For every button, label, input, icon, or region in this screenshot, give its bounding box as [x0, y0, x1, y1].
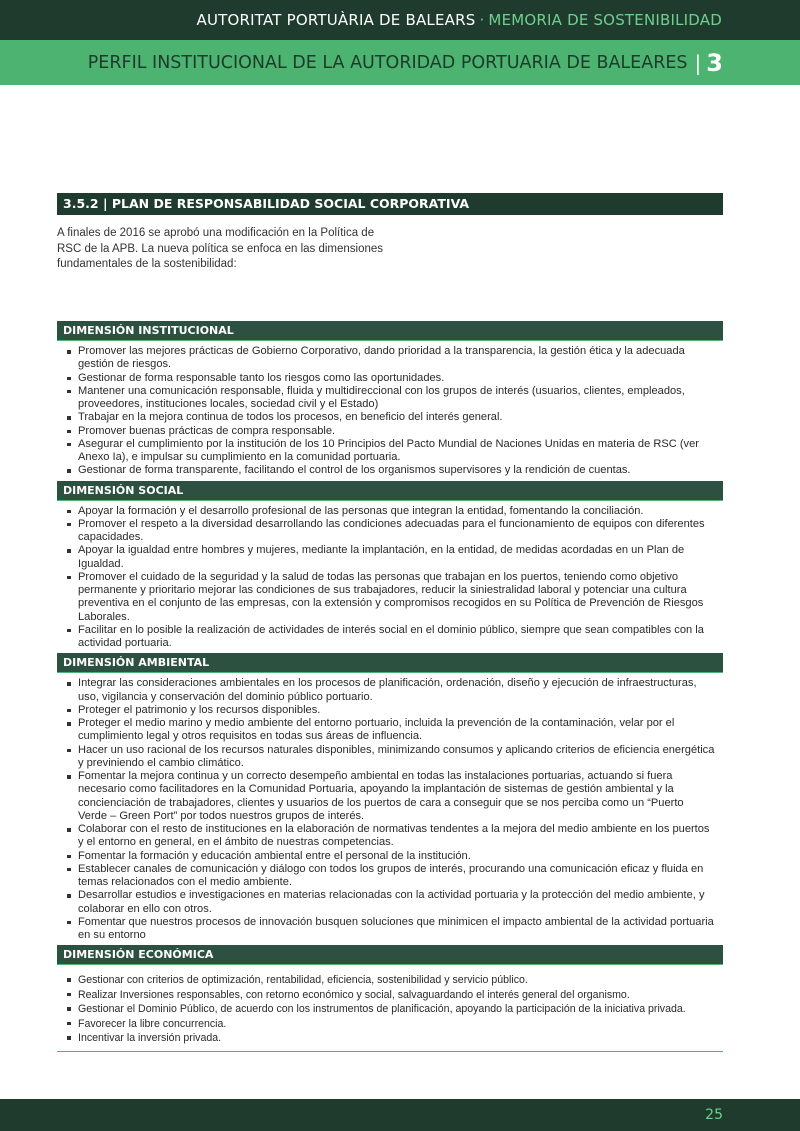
list-item: Fomentar la formación y educación ambiental entre el personal de la institución.: [65, 850, 715, 863]
table-bottom-rule: [57, 1051, 723, 1053]
page-footer: [0, 1099, 800, 1131]
list-item: Proteger el medio marino y medio ambiente del entorno portuario, incluida la prevención de la contaminación, velar por el cumplimiento legal y otros requisitos en todas sus áreas de influencia.: [65, 717, 715, 744]
list-item: Establecer canales de comunicación y diálogo con todos los grupos de interés, procurando una comunicación eficaz y fluida en temas relacionados con el medio ambiente.: [65, 863, 715, 890]
section-title: 3.5.2 | PLAN DE RESPONSABILIDAD SOCIAL CORPORATIVA: [57, 193, 723, 215]
dimensions-table: [57, 321, 723, 1052]
report-name: MEMORIA DE SOSTENIBILIDAD: [488, 11, 722, 29]
list-item: Favorecer la libre concurrencia.: [65, 1017, 715, 1032]
chapter-number: 3: [706, 48, 723, 77]
dimension-heading: DIMENSIÓN SOCIAL: [57, 481, 723, 501]
dimension-heading: DIMENSIÓN INSTITUCIONAL: [57, 321, 723, 341]
list-item: Desarrollar estudios e investigaciones en materias relacionadas con la actividad portuaria y la protección del medio ambiente, y colaborar en ello con otros.: [65, 889, 715, 916]
list-item: Gestionar el Dominio Público, de acuerdo con los instrumentos de planificación, apoyando la participación de la iniciativa privada.: [65, 1002, 715, 1017]
dimension-social: [57, 481, 723, 654]
list-item: Colaborar con el resto de instituciones en la elaboración de normativas tendentes a la mejora del medio ambiente en los puertos y el entorno en general, en el ámbito de nuestras competencias.: [65, 823, 715, 850]
chapter-bar: [0, 40, 800, 85]
section-intro: A finales de 2016 se aprobó una modificación en la Política de RSC de la APB. La nueva política se enfoca en las dimensiones fundamentales de la sostenibilidad:: [57, 227, 384, 270]
chapter-title: PERFIL INSTITUCIONAL DE LA AUTORIDAD PORTUARIA DE BALEARES: [87, 52, 688, 73]
dimension-institucional: [57, 321, 723, 481]
dimension-list: [57, 341, 723, 481]
list-item: Promover las mejores prácticas de Gobierno Corporativo, dando prioridad a la transparencia, la gestión ética y la adecuada gestión de riesgos.: [65, 345, 715, 372]
list-item: Trabajar en la mejora continua de todos los procesos, en beneficio del interés general.: [65, 411, 715, 424]
report-header-bar: [0, 0, 800, 40]
list-item: Incentivar la inversión privada.: [65, 1031, 715, 1046]
list-item: Gestionar de forma responsable tanto los riesgos como las oportunidades.: [65, 372, 715, 385]
dimension-list: [57, 965, 723, 1051]
list-item: Apoyar la igualdad entre hombres y mujeres, mediante la implantación, en la entidad, de medidas acordadas en un Plan de Igualdad.: [65, 544, 715, 571]
list-item: Facilitar en lo posible la realización de actividades de interés social en el dominio público, siempre que sean compatibles con la actividad portuaria.: [65, 624, 715, 651]
list-item: Integrar las consideraciones ambientales en los procesos de planificación, ordenación, diseño y ejecución de infraestructuras, uso, vigilancia y conservación del dominio público portuario.: [65, 677, 715, 704]
dimension-ambiental: [57, 653, 723, 945]
dimension-economica: [57, 945, 723, 1052]
list-item: Hacer un uso racional de los recursos naturales disponibles, minimizando consumos y aplicando criterios de eficiencia energética y previniendo el cambio climático.: [65, 744, 715, 771]
list-item: Asegurar el cumplimiento por la institución de los 10 Principios del Pacto Mundial de Naciones Unidas en materia de RSC (ver Anexo Ia), e impulsar su cumplimiento en la comunidad portuaria.: [65, 438, 715, 465]
dimension-heading: DIMENSIÓN ECONÓMICA: [57, 945, 723, 965]
org-name: AUTORITAT PORTUÀRIA DE BALEARS: [196, 11, 476, 29]
chapter-separator: |: [694, 50, 702, 75]
list-item: Fomentar que nuestros procesos de innovación busquen soluciones que minimicen el impacto ambiental de la actividad portuaria en su entorno: [65, 916, 715, 943]
list-item: Mantener una comunicación responsable, fluida y multidireccional con los grupos de interés (usuarios, clientes, empleados, proveedores, instituciones locales, sociedad civil y el Estado): [65, 385, 715, 412]
page-number: 25: [705, 1107, 723, 1123]
dimension-heading: DIMENSIÓN AMBIENTAL: [57, 653, 723, 673]
dimension-list: [57, 501, 723, 654]
list-item: Promover el respeto a la diversidad desarrollando las condiciones adecuadas para el funcionamiento de equipos con diferentes capacidades.: [65, 518, 715, 545]
list-item: Gestionar de forma transparente, facilitando el control de los organismos supervisores y la rendición de cuentas.: [65, 464, 715, 477]
list-item: Promover buenas prácticas de compra responsable.: [65, 425, 715, 438]
list-item: Fomentar la mejora continua y un correcto desempeño ambiental en todas las instalaciones portuarias, actuando si fuera necesario como facilitadores en la Comunidad Portuaria, apoyando la implantación de sistemas de gestión ambiental y la concienciación de trabajadores, clientes y usuarios de los puertos de cara a conseguir que se nos perciba como un “Puerto Verde – Green Port” por todos nuestros grupos de interés.: [65, 770, 715, 823]
header-separator: ·: [479, 11, 485, 29]
list-item: Gestionar con criterios de optimización, rentabilidad, eficiencia, sostenibilidad y servicio público.: [65, 973, 715, 988]
list-item: Promover el cuidado de la seguridad y la salud de todas las personas que trabajan en los puertos, teniendo como objetivo permanente y prioritario mejorar las condiciones de sus trabajadores, reducir la siniestralidad laboral y potenciar una cultura preventiva en el conjunto de las empresas, con la extensión y compromisos recogidos en su Política de Prevención de Riesgos Laborales.: [65, 571, 715, 624]
list-item: Proteger el patrimonio y los recursos disponibles.: [65, 704, 715, 717]
dimension-list: [57, 673, 723, 945]
list-item: Apoyar la formación y el desarrollo profesional de las personas que integran la entidad, fomentando la conciliación.: [65, 505, 715, 518]
list-item: Realizar Inversiones responsables, con retorno económico y social, salvaguardando el interés general del organismo.: [65, 988, 715, 1003]
